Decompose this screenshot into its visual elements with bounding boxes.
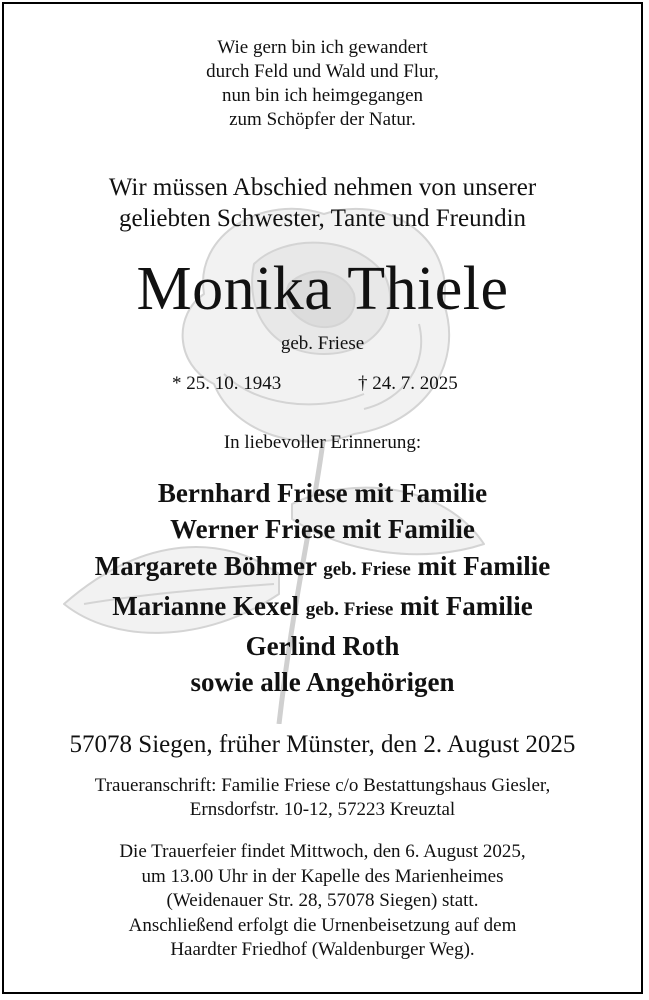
mourner-name: Gerlind Roth [245, 631, 400, 662]
poem-line: Wie gern bin ich gewandert [217, 37, 428, 58]
place-date: 57078 Siegen, früher Münster, den 2. August 2025 [69, 731, 576, 758]
ceremony-line: Haardter Friedhof (Waldenburger Weg). [170, 939, 475, 960]
poem [4, 36, 641, 132]
mourner [4, 664, 641, 700]
poem-line: nun bin ich heimgegangen [221, 85, 424, 106]
mourners-list [4, 475, 641, 701]
death-date: † 24. 7. 2025 [358, 373, 458, 394]
poem-line: zum Schöpfer der Natur. [229, 109, 416, 130]
address-line: Traueranschrift: Familie Friese c/o Bestattungshaus Giesler, [94, 775, 551, 796]
mourner [4, 628, 641, 664]
mourner-name: Werner Friese mit Familie [170, 514, 475, 545]
mourner-birth-name: geb. Friese [305, 598, 394, 620]
mourner-name: Bernhard Friese mit Familie [157, 478, 488, 508]
mourner [4, 511, 641, 547]
ceremony-line: um 13.00 Uhr in der Kapelle des Marienheimes [141, 865, 504, 887]
intro-text [4, 172, 641, 234]
birth-name: geb. Friese [280, 333, 365, 354]
ceremony-line: Die Trauerfeier findet Mittwoch, den 6. August 2025, [119, 841, 526, 862]
mourner-name: Marianne Kexel [112, 590, 299, 621]
ceremony-line: (Weidenauer Str. 28, 57078 Siegen) statt. [166, 890, 479, 911]
deceased-name: Monika Thiele [136, 255, 509, 323]
mourner [4, 475, 641, 511]
poem-line: durch Feld und Wald und Flur, [206, 61, 439, 82]
mourner [4, 548, 641, 588]
ceremony-info [4, 840, 641, 963]
intro-line: geliebten Schwester, Tante und Freundin [118, 205, 527, 232]
mourner [4, 588, 641, 628]
mourner-suffix: mit Familie [400, 590, 533, 621]
mourner-suffix: mit Familie [417, 550, 551, 581]
address-line: Ernsdorfstr. 10-12, 57223 Kreuztal [189, 799, 456, 820]
birth-date: * 25. 10. 1943 [172, 373, 282, 394]
mourning-address [4, 774, 641, 822]
mourner-name: sowie alle Angehörigen [190, 667, 455, 698]
mourner-birth-name: geb. Friese [323, 558, 411, 580]
memory-line: In liebevoller Erinnerung: [223, 432, 422, 453]
intro-line: Wir müssen Abschied nehmen von unserer [108, 174, 537, 201]
mourner-name: Margarete Böhmer [94, 550, 317, 581]
ceremony-line: Anschließend erfolgt die Urnenbeisetzung auf dem [128, 914, 517, 936]
obituary-notice [2, 2, 643, 994]
